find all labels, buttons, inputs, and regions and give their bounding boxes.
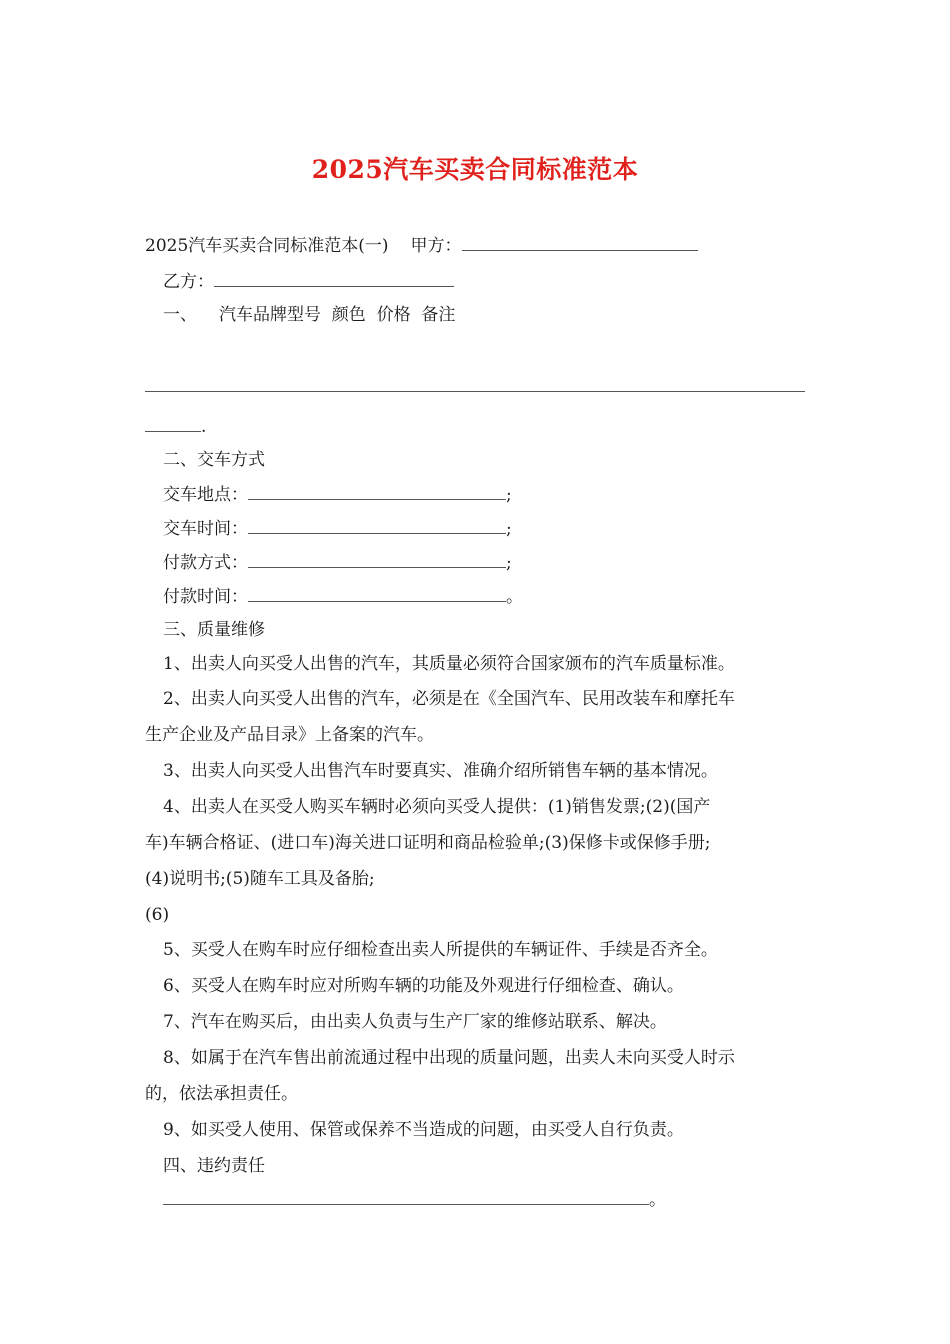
document-title: 2025汽车买卖合同标准范本: [311, 155, 639, 184]
clause-line: 的，依法承担责任。: [145, 1084, 298, 1104]
field-line: [145, 515, 828, 542]
clause-line: 1、出卖人向买受人出售的汽车，其质量必须符合国家颁布的汽车质量标准。: [163, 654, 735, 674]
intro-heading: 2025汽车买卖合同标准范本(一): [145, 236, 389, 256]
section2-heading: 二、交车方式: [163, 450, 265, 470]
section1-tail: .: [201, 417, 207, 437]
clause-line: 2、出卖人向买受人出售的汽车，必须是在《全国汽车、民用改装车和摩托车: [163, 689, 735, 709]
field-label: 交车时间：: [163, 519, 248, 539]
clause-line: 5、买受人在购车时应仔细检查出卖人所提供的车辆证件、手续是否齐全。: [163, 940, 718, 960]
section4-fill-line: [145, 1186, 828, 1213]
intro-line: [145, 232, 810, 259]
section1-line: [145, 302, 828, 328]
field-line: [145, 549, 828, 576]
clause-line: 车)车辆合格证、(进口车)海关进口证明和商品检验单;(3)保修卡或保修手册;: [145, 833, 711, 853]
clause-line: (4)说明书;(5)随车工具及备胎;: [145, 869, 375, 889]
section4-blank[interactable]: [163, 1186, 649, 1205]
field-label: 付款时间：: [163, 587, 248, 607]
section3-heading: 三、质量维修: [163, 620, 265, 640]
field-end: ;: [506, 519, 512, 539]
section1-label: 一、: [163, 305, 197, 325]
party-b-line: [145, 268, 828, 295]
party-a-label: 甲方：: [410, 236, 462, 256]
field-end: ;: [506, 485, 512, 505]
clause-line: 生产企业及产品目录》上备案的汽车。: [145, 725, 434, 745]
field-label: 付款方式：: [163, 553, 248, 573]
field-label: 交车地点：: [163, 485, 248, 505]
clause-line: 8、如属于在汽车售出前流通过程中出现的质量问题，出卖人未向买受人时示: [163, 1048, 735, 1068]
section4-tail: 。: [649, 1190, 666, 1210]
section1-columns: 汽车品牌型号 颜色 价格 备注: [219, 305, 456, 325]
clause-line: 4、出卖人在买受人购买车辆时必须向买受人提供：(1)销售发票;(2)(国产: [163, 797, 711, 817]
field-end: ;: [506, 553, 512, 573]
section1-tail-blank[interactable]: [145, 413, 201, 432]
clause-line: 6、买受人在购车时应对所购车辆的功能及外观进行仔细检查、确认。: [163, 976, 684, 996]
clause-line: 9、如买受人使用、保管或保养不当造成的问题，由买受人自行负责。: [163, 1120, 684, 1140]
field-blank[interactable]: [248, 515, 506, 534]
field-line: [145, 481, 828, 508]
section4-heading: 四、违约责任: [163, 1156, 265, 1176]
party-a-blank[interactable]: [462, 232, 698, 251]
party-b-label: 乙方：: [163, 272, 214, 292]
field-blank[interactable]: [248, 481, 506, 500]
clause-line: 3、出卖人向买受人出售汽车时要真实、准确介绍所销售车辆的基本情况。: [163, 761, 718, 781]
clause-line: 7、汽车在购买后，由出卖人负责与生产厂家的维修站联系、解决。: [163, 1012, 667, 1032]
field-blank[interactable]: [248, 549, 506, 568]
field-line: [145, 583, 828, 610]
section1-tail-line: [145, 413, 810, 440]
clause-line: (6): [145, 905, 170, 925]
field-end: 。: [506, 587, 523, 607]
field-blank[interactable]: [248, 583, 506, 602]
section1-fill-rule[interactable]: [145, 391, 805, 392]
party-b-blank[interactable]: [214, 268, 454, 287]
